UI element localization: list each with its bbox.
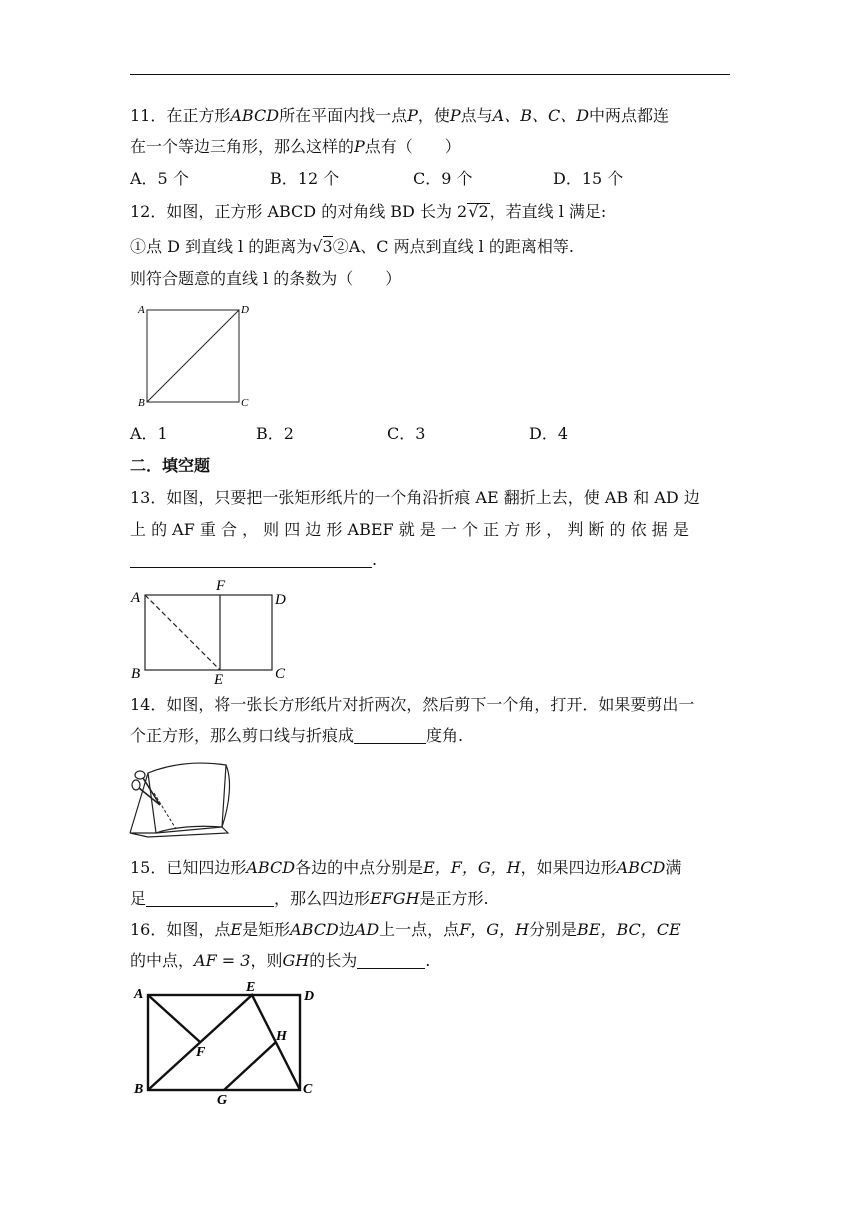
- q12-line3: 则符合题意的直线 l 的条数为（ ）: [130, 269, 402, 288]
- q16-line1: 16．如图，点E是矩形ABCD边AD上一点，点F，G，H分别是BE，BC，CE: [130, 920, 681, 939]
- q16-label-c: C: [303, 1082, 313, 1097]
- q13-label-d: D: [275, 592, 286, 608]
- q11-option-b[interactable]: B．12 个: [270, 169, 340, 188]
- q16-label-g: G: [217, 1093, 228, 1108]
- section-title: 二．填空题: [130, 456, 211, 475]
- q12-option-b[interactable]: B．2: [256, 424, 294, 443]
- q13-figure: [130, 578, 305, 688]
- q16-line2: 的中点，AF = 3，则GH的长为 .: [130, 951, 431, 970]
- q12-label-a: A: [138, 304, 145, 316]
- q16-label-b: B: [134, 1082, 144, 1097]
- q11-line1: 11．在正方形ABCD所在平面内找一点P，使P点与A、B、C、D中两点都连: [130, 106, 670, 125]
- q12-label-b: B: [138, 397, 145, 409]
- q13-answer-blank[interactable]: [130, 552, 372, 568]
- q16-label-h: H: [276, 1029, 287, 1044]
- q13-label-c: C: [275, 666, 286, 682]
- q16-label-e: E: [246, 980, 256, 995]
- q12-line2: ①点 D 到直线 l 的距离为√3②A、C 两点到直线 l 的距离相等.: [130, 237, 574, 256]
- q13-label-f: F: [216, 578, 226, 594]
- q12-option-c[interactable]: C．3: [387, 424, 426, 443]
- q11-line2: 在一个等边三角形，那么这样的P点有（ ）: [130, 137, 461, 156]
- q15-line2: 足 ，那么四边形EFGH是正方形.: [130, 889, 489, 908]
- q14-line2: 个正方形，那么剪口线与折痕成 度角.: [130, 726, 464, 745]
- header-rule: [130, 74, 730, 75]
- q13-label-e: E: [214, 672, 224, 688]
- q11-option-d[interactable]: D．15 个: [553, 169, 624, 188]
- q14-figure: [128, 755, 238, 845]
- q13-line3: .: [130, 549, 377, 571]
- q16-figure: [130, 980, 330, 1108]
- q13-label-b: B: [131, 666, 141, 682]
- q13-line1: 13．如图，只要把一张矩形纸片的一个角沿折痕 AE 翻折上去，使 AB 和 AD 边: [130, 488, 700, 507]
- q15-answer-blank[interactable]: [146, 891, 274, 907]
- q12-line1: 12．如图，正方形 ABCD 的对角线 BD 长为 2√2，若直线 l 满足:: [130, 202, 607, 221]
- q13-label-a: A: [131, 590, 141, 606]
- q11-option-a[interactable]: A．5 个: [130, 169, 189, 188]
- q16-label-d: D: [304, 989, 315, 1004]
- q11-option-c[interactable]: C．9 个: [413, 169, 473, 188]
- q16-label-f: F: [196, 1045, 206, 1060]
- q14-line1: 14．如图，将一张长方形纸片对折两次，然后剪下一个角，打开．如果要剪出一: [130, 695, 695, 714]
- q15-line1: 15．已知四边形ABCD各边的中点分别是E，F，G，H，如果四边形ABCD满: [130, 858, 682, 877]
- q12-figure: [130, 298, 260, 413]
- q16-answer-blank[interactable]: [357, 953, 425, 969]
- q14-answer-blank[interactable]: [354, 728, 426, 744]
- q12-label-d: D: [241, 304, 249, 316]
- q12-option-d[interactable]: D．4: [529, 424, 569, 443]
- q13-line2: 上 的 AF 重 合 ， 则 四 边 形 ABEF 就 是 一 个 正 方 形 ， 判 断 的 依 据 是: [130, 520, 689, 539]
- q16-label-a: A: [134, 987, 144, 1002]
- q12-option-a[interactable]: A．1: [130, 424, 168, 443]
- sqrt-symbol: √2: [468, 202, 489, 221]
- q12-label-c: C: [241, 397, 249, 409]
